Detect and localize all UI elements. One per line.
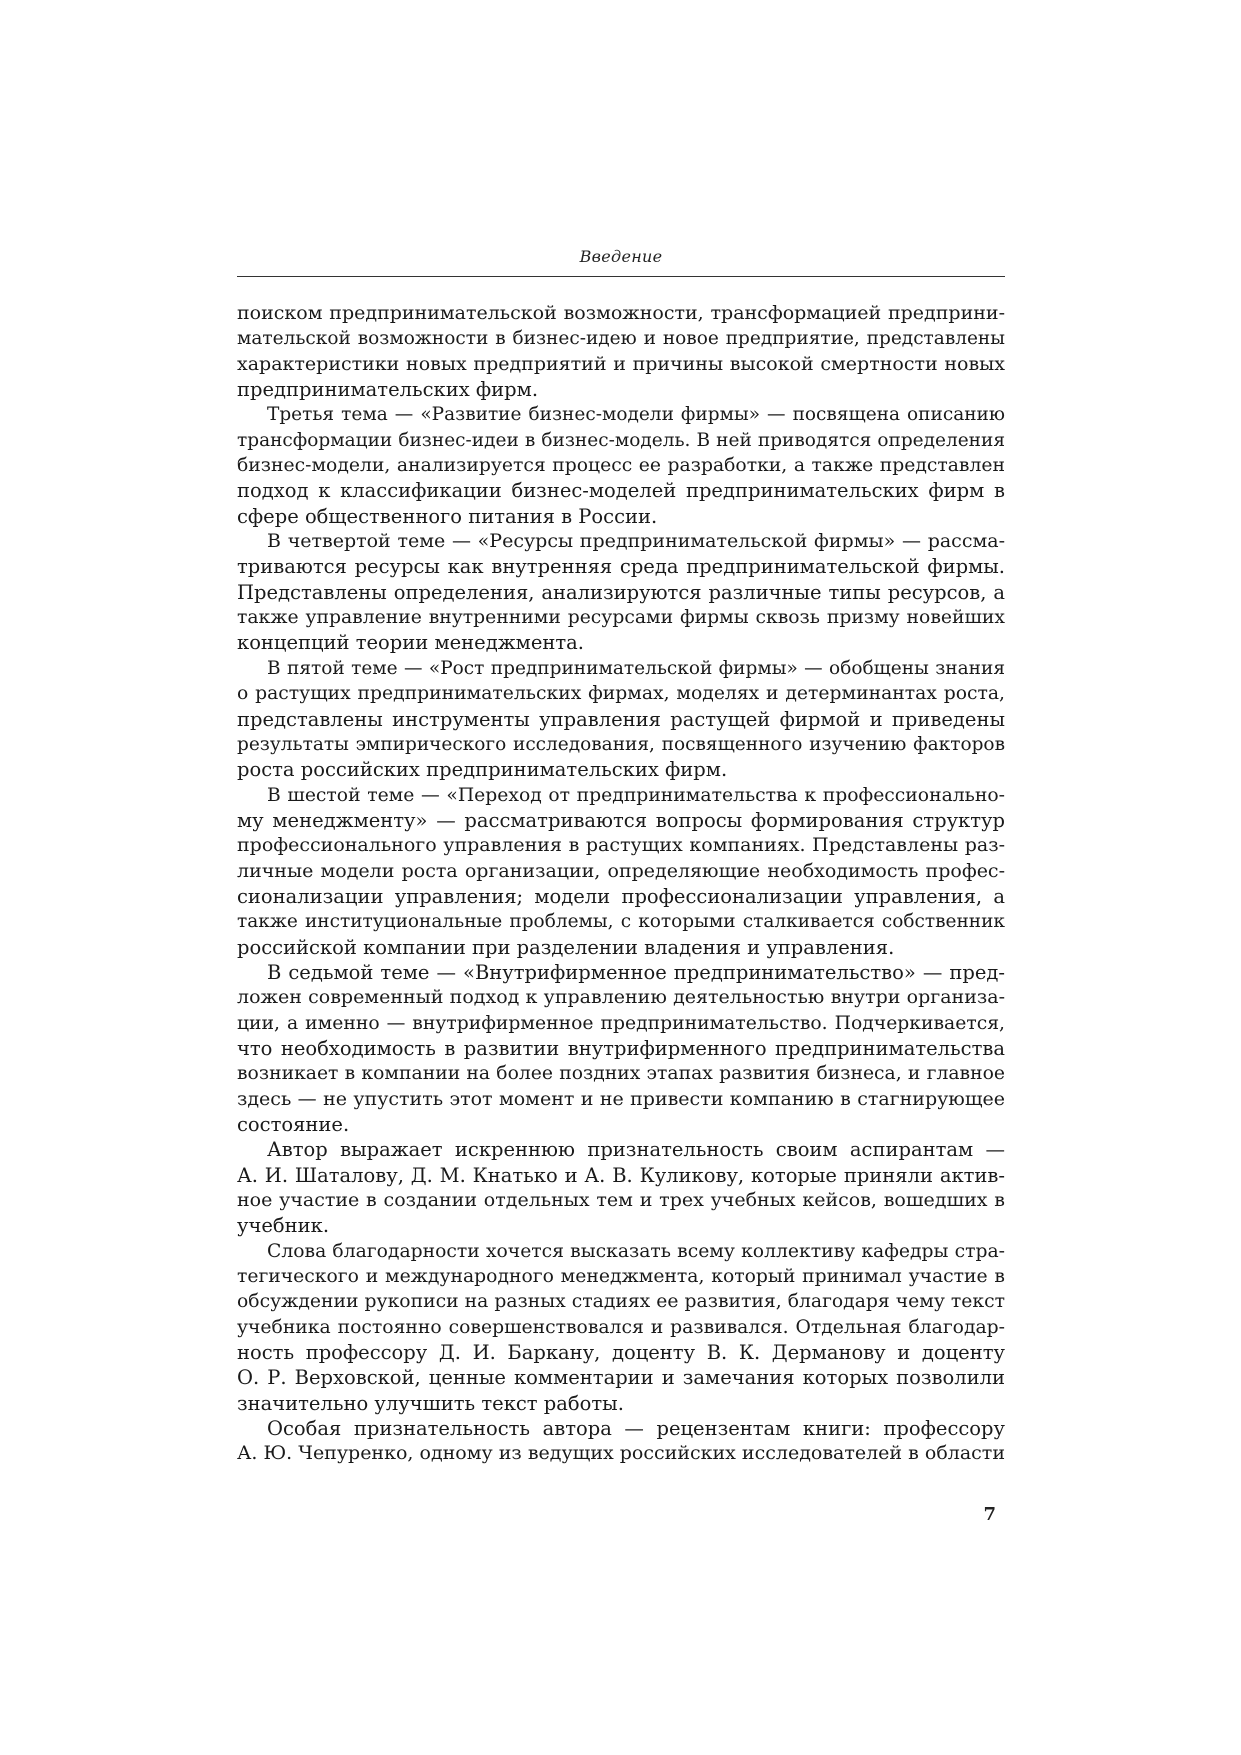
text-line: возникает в компании на более поздних этапах развития бизнеса, и главное xyxy=(237,1063,1005,1085)
text-line: ное участие в создании отдельных тем и трех учебных кейсов, вошедших в xyxy=(237,1189,1005,1212)
text-line: ции, а именно — внутрифирменное предпринимательство. Подчеркивается, xyxy=(237,1012,1005,1034)
text-line: концепций теории менеджмента. xyxy=(237,631,584,655)
text-line: значительно улучшить текст работы. xyxy=(237,1391,624,1415)
text-line: Представлены определения, анализируются различные типы ресурсов, а xyxy=(237,580,1005,604)
running-head: Введение xyxy=(579,247,663,266)
text-line: В шестой теме — «Переход от предпринимательства к профессионально- xyxy=(267,784,1005,806)
text-line: Особая признательность автора — рецензентам книги: профессору xyxy=(267,1417,1005,1441)
body-text xyxy=(237,301,1005,1467)
text-line: подход к классификации бизнес-моделей предпринимательских фирм в xyxy=(237,479,1005,503)
text-line: В седьмой теме — «Внутрифирменное предпринимательство» — пред- xyxy=(267,960,1005,984)
text-line: состояние. xyxy=(237,1113,350,1136)
text-line: Автор выражает искреннюю признательность своим аспирантам — xyxy=(267,1138,1005,1162)
text-line: сфере общественного питания в России. xyxy=(237,504,658,528)
text-line: личные модели роста организации, определяющие необходимость профес- xyxy=(237,859,1005,882)
text-line: учебника постоянно совершенствовался и развивался. Отдельная благодар- xyxy=(237,1316,1005,1338)
text-line: предпринимательских фирм. xyxy=(237,378,539,402)
text-line: триваются ресурсы как внутренняя среда предпринимательской фирмы. xyxy=(237,555,1005,579)
text-line: что необходимость в развитии внутрифирменного предпринимательства xyxy=(237,1036,1005,1060)
text-line: характеристики новых предприятий и причины высокой смертности новых xyxy=(237,352,1005,375)
text-line: Третья тема — «Развитие бизнес-модели фирмы» — посвящена описанию xyxy=(267,404,1005,426)
text-line: учебник. xyxy=(237,1214,330,1238)
text-line: тегического и международного менеджмента, который принимал участие в xyxy=(237,1266,1005,1288)
header-rule xyxy=(237,276,1005,277)
text-line: ность профессору Д. И. Баркану, доценту В. К. Дерманову и доценту xyxy=(237,1341,1005,1365)
text-line: здесь — не упустить этот момент и не привести компанию в стагнирующее xyxy=(237,1087,1005,1110)
text-line: В пятой теме — «Рост предпринимательской фирмы» — обобщены знания xyxy=(267,657,1005,679)
text-line: роста российских предпринимательских фирм. xyxy=(237,758,728,782)
text-line: результаты эмпирического исследования, посвященного изучению факторов xyxy=(237,733,1005,755)
text-line: представлены инструменты управления растущей фирмой и приведены xyxy=(237,707,1005,731)
text-line: обсуждении рукописи на разных стадиях ее развития, благодаря чему текст xyxy=(237,1291,1005,1313)
text-line: ложен современный подход к управлению деятельностью внутри организа- xyxy=(237,986,1005,1009)
text-line: му менеджменту» — рассматриваются вопросы формирования структур xyxy=(237,808,1005,832)
text-line: профессионального управления в растущих компаниях. Представлены раз- xyxy=(237,834,1005,857)
text-line: сионализации управления; модели профессионализации управления, а xyxy=(237,884,1005,908)
text-line: А. Ю. Чепуренко, одному из ведущих российских исследователей в области xyxy=(237,1442,1005,1465)
text-line: мательской возможности в бизнес-идею и новое предприятие, представлены xyxy=(237,328,1005,350)
text-line: о растущих предпринимательских фирмах, моделях и детерминантах роста, xyxy=(237,683,1005,705)
text-line: О. Р. Верховской, ценные комментарии и замечания которых позволили xyxy=(237,1366,1005,1390)
page-number: 7 xyxy=(983,1504,996,1525)
text-line: также управление внутренними ресурсами фирмы сквозь призму новейших xyxy=(237,607,1005,629)
text-line: российской компании при разделении владения и управления. xyxy=(237,935,895,959)
text-line: поиском предпринимательской возможности, трансформацией предприни- xyxy=(237,302,1005,324)
text-line: А. И. Шаталову, Д. М. Кнатько и А. В. Куликову, которые приняли актив- xyxy=(237,1163,1005,1187)
text-line: Слова благодарности хочется высказать всему коллективу кафедры стра- xyxy=(267,1240,1005,1262)
text-line: трансформации бизнес-идеи в бизнес-модель. В ней приводятся определения xyxy=(237,429,1005,451)
text-line: бизнес-модели, анализируется процесс ее разработки, а также представлен xyxy=(237,455,1005,477)
text-line: также институциональные проблемы, с которыми сталкивается собственник xyxy=(237,911,1005,933)
text-line: В четвертой теме — «Ресурсы предпринимательской фирмы» — рассма- xyxy=(267,530,1005,553)
